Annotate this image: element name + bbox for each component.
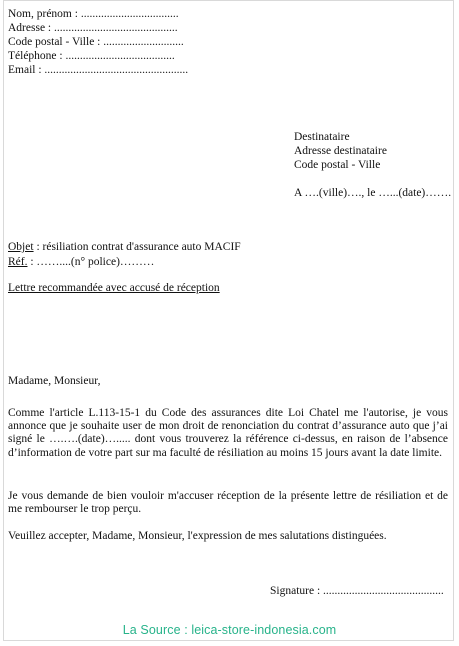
sender-name: Nom, prénom : .................................. [8,8,179,20]
subject-label: Objet [8,241,34,253]
salutation: Madame, Monsieur, [8,375,101,387]
recipient-name: Destinataire [294,131,350,143]
place-date: A ….(ville)…., le …...(date)……. [294,187,452,199]
registered-mail-notice: Lettre recommandée avec accusé de réception [8,282,220,294]
signature-line: Signature : .......................................... [270,585,444,597]
paragraph-refund: Je vous demande de bien vouloir m'accuser réception de la présente lettre de résiliation et de me rembourser le trop perçu. [8,490,448,516]
source-caption: La Source : leica-store-indonesia.com [122,623,337,637]
reference-line [8,256,154,269]
reference-label: Réf. [8,256,28,268]
recipient-address: Adresse destinataire [294,145,387,157]
paragraph-closing: Veuillez accepter, Madame, Monsieur, l'expression de mes salutations distinguées. [8,530,387,542]
sender-phone: Téléphone : ...................................... [8,50,175,62]
sender-email: Email : .................................................. [8,64,189,76]
letter-page [8,0,453,622]
subject-line [8,241,241,254]
sender-postal-city: Code postal - Ville : ............................ [8,36,184,48]
reference-text: : ……....(n° police)……… [27,256,155,268]
paragraph-main: Comme l'article L.113-15-1 du Code des assurances dite Loi Chatel me l'autorise, je vous annonce que je souhaite user de mon droit de renonciation du contrat d’assurance auto que j’ai signé le ….….(date)…..... dont vous trouverez la référence ci-dessus, en raison de l’absence d’information de votre part sur ma faculté de résiliation au moins 15 jours avant la date limite. [8,407,448,459]
recipient-postal-city: Code postal - Ville [294,159,381,171]
subject-text: : résiliation contrat d'assurance auto MACIF [33,241,241,253]
sender-address: Adresse : ........................................... [8,22,178,34]
